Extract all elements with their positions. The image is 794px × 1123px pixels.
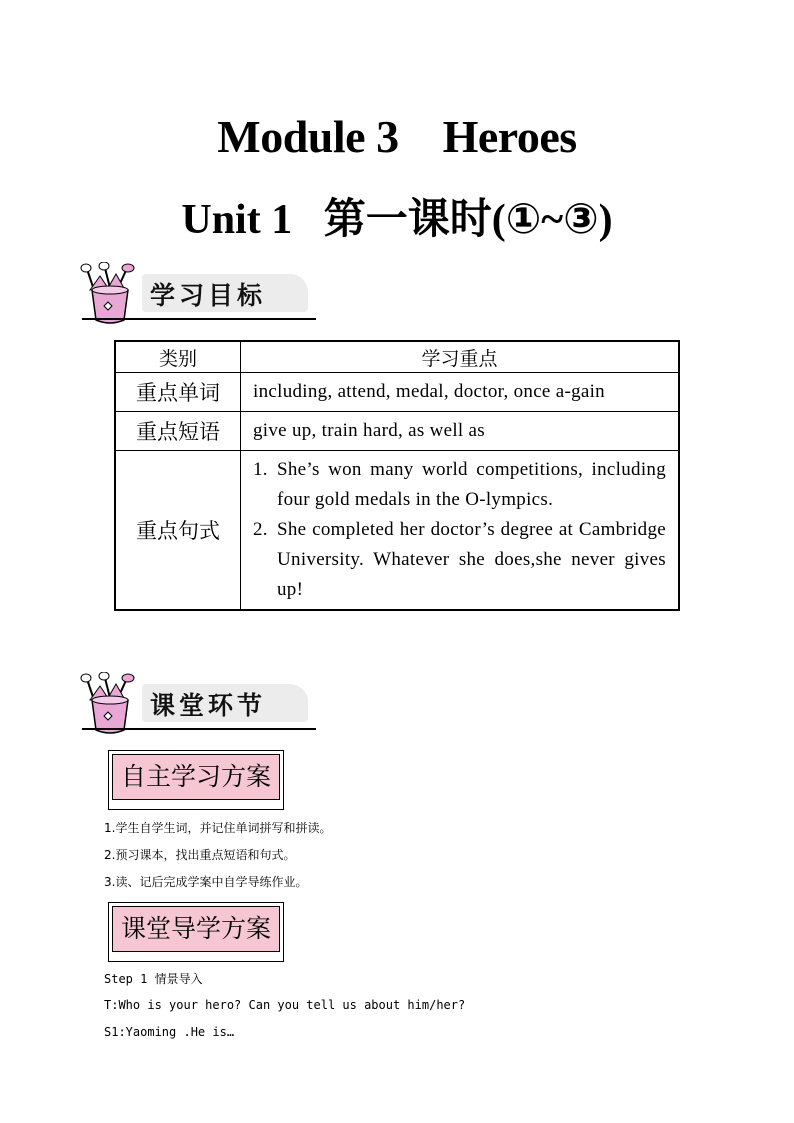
- self-study-item: 2.预习课本，找出重点短语和句式。: [104, 848, 296, 862]
- table-header-row: [115, 341, 679, 373]
- class-guide-teacher-line: T:Who is your hero? Can you tell us about him/her?: [104, 998, 466, 1012]
- unit-title: Unit 1 第一课时(①~③): [181, 197, 613, 243]
- module-title: Module 3 Heroes: [217, 111, 577, 162]
- class-heading-label: 课堂环节: [150, 691, 267, 720]
- table-row: [115, 412, 679, 451]
- header-focus: 学习重点: [241, 341, 680, 373]
- sentence-number: 1.: [253, 459, 268, 480]
- self-study-item: 3.读、记后完成学案中自学导练作业。: [104, 875, 308, 889]
- table-row: [115, 373, 679, 412]
- header-category: 类别: [115, 341, 241, 373]
- self-study-item: 1.学生自学生词，并记住单词拼写和拼读。: [104, 821, 332, 835]
- self-study-box: [108, 750, 284, 810]
- heading-underline: [82, 728, 316, 730]
- row-category: 重点单词: [115, 373, 241, 412]
- row-content: give up, train hard, as well as: [241, 412, 680, 451]
- learning-goals-table: [114, 340, 680, 611]
- table-row: [115, 451, 679, 611]
- sentence-item: [253, 455, 666, 515]
- sentence-number: 2.: [253, 519, 268, 540]
- class-guide-student-line: S1:Yaoming .He is…: [104, 1025, 235, 1039]
- class-guide-step: Step 1 情景导入: [104, 972, 203, 986]
- heading-underline: [82, 318, 316, 320]
- row-category: 重点短语: [115, 412, 241, 451]
- class-guide-box: [108, 902, 284, 962]
- row-sentences: [241, 451, 680, 611]
- self-study-label: 自主学习方案: [112, 754, 280, 800]
- goals-section-heading: [80, 262, 320, 328]
- row-content: including, attend, medal, doctor, once a-gain: [241, 373, 680, 412]
- class-guide-label: 课堂导学方案: [112, 906, 280, 952]
- sentence-item: [253, 515, 666, 605]
- sentence-text: She completed her doctor’s degree at Cambridge University. Whatever she does,she never gives up!: [277, 519, 666, 600]
- goals-heading-label: 学习目标: [150, 281, 267, 310]
- class-section-heading: [80, 672, 320, 738]
- row-category: 重点句式: [115, 451, 241, 611]
- sentence-text: She’s won many world competitions, including four gold medals in the O-lympics.: [277, 459, 666, 510]
